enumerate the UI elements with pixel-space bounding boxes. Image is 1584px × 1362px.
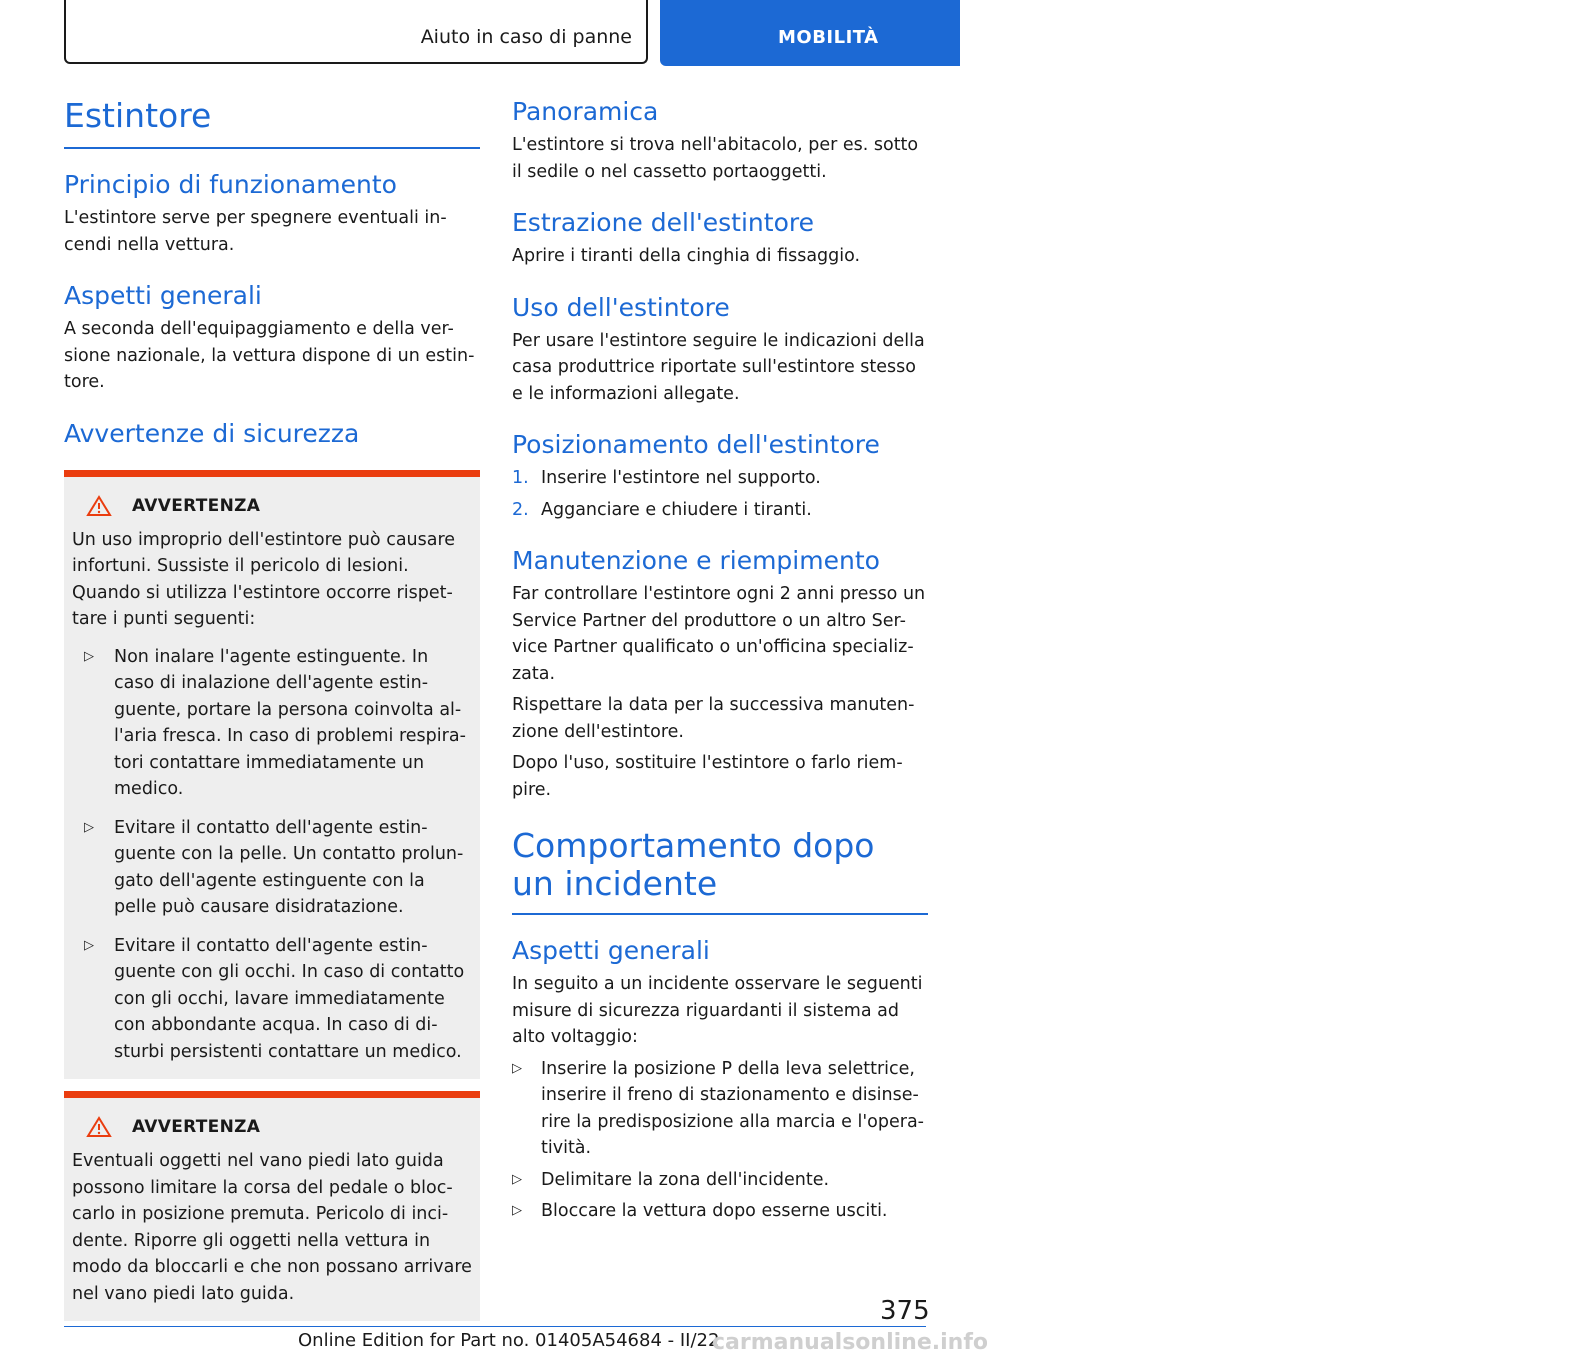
- list-item: ▷ Non inalare l'agente estinguente. In caso di inalazione dell'agente estin-guente, portare la persona coinvolta al-l'aria fresca. In caso di problemi respira-tori contattare immediatamente un medico.: [84, 644, 472, 803]
- header-chapter-tab: [660, 0, 960, 66]
- page-title: Estintore: [64, 96, 212, 135]
- text-uso: Per usare l'estintore seguire le indicazioni della casa produttrice riportate sull'estintore stesso e le informazioni allegate.: [512, 330, 925, 404]
- steps-list: [512, 465, 928, 523]
- car-icon: [1544, 28, 1584, 54]
- bullet-marker: ▷: [84, 819, 94, 835]
- text-estrazione: Aprire i tiranti della cinghia di fissaggio.: [512, 246, 861, 266]
- bullet-marker: ▷: [84, 937, 94, 953]
- bullet-marker: ▷: [512, 1203, 522, 1218]
- footer-rule: [64, 1326, 926, 1327]
- warning-box-2: [64, 1091, 480, 1321]
- warning-box-1: [64, 470, 480, 1080]
- text-manutenzione-3: Dopo l'uso, sostituire l'estintore o farlo riem-pire.: [512, 753, 903, 800]
- warning-triangle-icon: [86, 495, 112, 517]
- footer-watermark: carmanualsonline.info: [712, 1330, 988, 1355]
- warning-intro: Un uso improprio dell'estintore può causare infortuni. Sussiste il pericolo di lesioni. Quando si utilizza l'estintore occorre rispet-tare i punti seguenti:: [72, 529, 456, 629]
- header-section-tab: [64, 0, 648, 64]
- right-column: [512, 96, 928, 1225]
- incident-list: [512, 1056, 928, 1225]
- heading-posizionamento: Posizionamento dell'estintore: [512, 430, 880, 459]
- list-item: ▷ Evitare il contatto dell'agente estin-guente con la pelle. Un contatto prolun-gato dell'agente estinguente con la pelle può causare disidratazione.: [84, 815, 472, 921]
- warning-list: [72, 644, 472, 1066]
- text-principio: L'estintore serve per spegnere eventuali in-cendi nella vettura.: [64, 208, 447, 255]
- text-aspetti-incidente: In seguito a un incidente osservare le seguenti misure di sicurezza riguardanti il sistema ad alto voltaggio:: [512, 974, 923, 1047]
- list-item: ▷ Inserire la posizione P della leva selettrice, inserire il freno di stazionamento e disinse-rire la predisposizione alla marcia e l'opera-tività.: [512, 1056, 928, 1162]
- list-item: ▷ Delimitare la zona dell'incidente.: [512, 1167, 928, 1194]
- heading-avvertenze: Avvertenze di sicurezza: [64, 418, 360, 448]
- left-column: [64, 96, 480, 1321]
- text-manutenzione-1: Far controllare l'estintore ogni 2 anni presso un Service Partner del produttore o un altro Ser-vice Partner qualificato o un'officina specializ-zata.: [512, 584, 926, 684]
- section-title-incidente: Comportamento dopo un incidente: [512, 826, 875, 903]
- text-panoramica: L'estintore si trova nell'abitacolo, per es. sotto il sedile o nel cassetto portaoggetti.: [512, 135, 919, 182]
- bullet-marker: ▷: [512, 1060, 522, 1076]
- bullet-marker: ▷: [84, 648, 94, 664]
- warning-title: AVVERTENZA: [132, 1117, 261, 1137]
- warning-text: Eventuali oggetti nel vano piedi lato guida possono limitare la corsa del pedale o bloc-carlo in posizione premuta. Pericolo di inci-dente. Riporre gli oggetti nella vettura in modo da bloccarli e che non possano arrivare nel vano piedi lato guida.: [72, 1151, 472, 1304]
- heading-uso: Uso dell'estintore: [512, 292, 730, 322]
- text-manutenzione-2: Rispettare la data per la successiva manuten-zione dell'estintore.: [512, 695, 915, 742]
- heading-principio: Principio di funzionamento: [64, 170, 397, 199]
- heading-manutenzione: Manutenzione e riempimento: [512, 546, 880, 575]
- heading-aspetti: Aspetti generali: [64, 281, 262, 310]
- heading-panoramica: Panoramica: [512, 97, 659, 126]
- header-section-title: Aiuto in caso di panne: [420, 26, 632, 48]
- warning-triangle-icon: [86, 1116, 112, 1138]
- warning-bar: [64, 470, 480, 477]
- list-item: ▷ Bloccare la vettura dopo esserne usciti.: [512, 1198, 928, 1225]
- bullet-marker: ▷: [512, 1171, 522, 1187]
- list-item: 1. Inserire l'estintore nel supporto.: [512, 468, 821, 488]
- list-item: 2. Agganciare e chiudere i tiranti.: [512, 499, 812, 520]
- page-number: 375: [880, 1296, 930, 1326]
- footer-edition: Online Edition for Part no. 01405A54684 - II/22: [298, 1330, 720, 1351]
- header-chapter-title: MOBILITÀ: [778, 27, 879, 48]
- warning-bar: [64, 1091, 480, 1098]
- warning-title: AVVERTENZA: [132, 495, 261, 516]
- text-aspetti: A seconda dell'equipaggiamento e della ver-sione nazionale, la vettura dispone di un estin-tore.: [64, 319, 475, 392]
- list-item: ▷ Evitare il contatto dell'agente estin-guente con gli occhi. In caso di contatto con gli occhi, lavare immediatamente con abbondante acqua. In caso di di-sturbi persistenti contattare un medico.: [84, 933, 472, 1066]
- heading-aspetti-incidente: Aspetti generali: [512, 936, 710, 965]
- heading-estrazione: Estrazione dell'estintore: [512, 208, 814, 237]
